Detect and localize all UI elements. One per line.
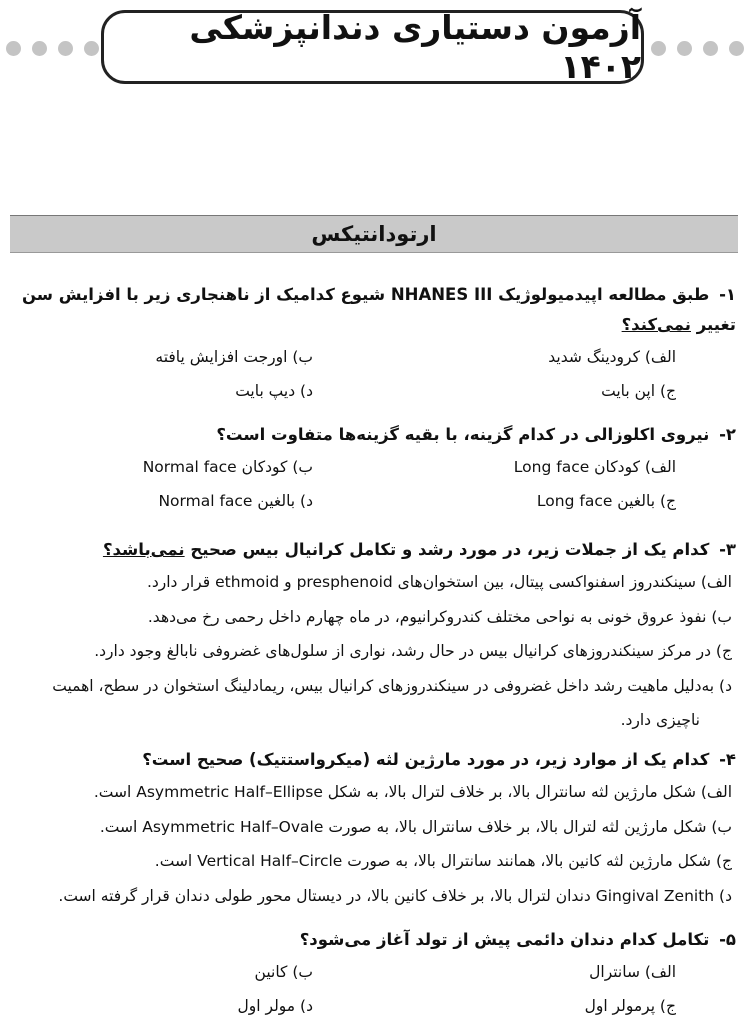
option-dal-continuation: ناچیزی دارد. — [620, 711, 700, 729]
decorative-dots-left — [6, 41, 99, 56]
option-be: ب) کودکان Normal face — [142, 458, 313, 476]
option-dal: د) بالغین Normal face — [158, 492, 313, 510]
question-stem — [10, 745, 736, 775]
dot — [651, 41, 666, 56]
question-text-underlined: نمی‌باشد؟ — [102, 540, 185, 559]
question-1 — [10, 280, 736, 408]
question-text-underlined: نمی‌کند؟ — [621, 315, 691, 334]
option-jim: ج) بالغین Long face — [536, 492, 676, 510]
question-text: طبق مطالعه اپیدمیولوژیک NHANES III شیوع کدامیک از ناهنجاری زیر با افزایش سن تغییر — [21, 285, 736, 334]
section-title: ارتودانتیکس — [311, 222, 437, 246]
decorative-dots-right — [651, 41, 744, 56]
question-stem — [10, 535, 736, 565]
option-alef: الف) سینکندروز اسفنواکسی پیتال، بین استخوان‌های presphenoid و ethmoid قرار دارد. — [146, 573, 732, 591]
option-alef: الف) کودکان Long face — [513, 458, 676, 476]
question-2 — [10, 420, 736, 518]
option-alef: الف) شکل مارژین لثه سانترال بالا، بر خلاف لترال بالا، به شکل Asymmetric Half–Ellipse است. — [93, 783, 732, 801]
section-header — [10, 215, 738, 253]
question-4 — [10, 745, 736, 913]
option-alef: الف) سانترال — [589, 963, 676, 981]
question-number: ۵- — [719, 930, 736, 949]
option-be: ب) نفوذ عروق خونی به نواحی مختلف کندروکرانیوم، در ماه چهارم داخل رحمی رخ می‌دهد. — [147, 607, 732, 626]
question-text: نیروی اکلوزالی در کدام گزینه، با بقیه گزینه‌ها متفاوت است؟ — [216, 425, 710, 444]
option-alef: الف) کرودینگ شدید — [548, 348, 676, 366]
title-box — [101, 10, 644, 84]
option-jim: ج) پرمولر اول — [584, 997, 676, 1015]
question-text: کدام یک از موارد زیر، در مورد مارژین لثه (میکرواستتیک) صحیح است؟ — [142, 750, 710, 769]
option-jim: ج) شکل مارژین لثه کانین بالا، همانند سانترال بالا، به صورت Vertical Half–Circle است. — [154, 852, 732, 870]
option-be: ب) اورجت افزایش یافته — [155, 348, 313, 366]
page-header — [0, 0, 750, 100]
option-dal: د) به‌دلیل ماهیت رشد داخل غضروفی در سینکندروزهای کرانیال بیس، ریمادلینگ استخوان در سطح، اهمیت — [52, 676, 732, 695]
options-grid — [10, 450, 736, 518]
option-be: ب) کانین — [254, 963, 313, 981]
dot — [6, 41, 21, 56]
question-text: کدام یک از جملات زیر، در مورد رشد و تکامل کرانیال بیس صحیح — [190, 540, 710, 559]
dot — [58, 41, 73, 56]
question-stem — [10, 280, 736, 340]
question-number: ۱- — [719, 285, 736, 304]
question-number: ۴- — [719, 750, 736, 769]
option-be: ب) شکل مارژین لثه لترال بالا، بر خلاف سانترال بالا، به صورت Asymmetric Half–Ovale است. — [99, 817, 732, 836]
option-dal: د) Gingival Zenith دندان لترال بالا، بر خلاف کانین بالا، در دیستال محور طولی دندان قرار گرفته است. — [58, 886, 732, 905]
question-number: ۲- — [719, 425, 736, 444]
options-grid — [10, 340, 736, 408]
option-dal: د) دیپ بایت — [235, 382, 313, 400]
question-stem — [10, 925, 736, 955]
dot — [677, 41, 692, 56]
page-title: آزمون دستیاری دندانپزشکی ۱۴۰۲ — [189, 8, 641, 86]
dot — [32, 41, 47, 56]
option-jim: ج) در مرکز سینکندروزهای کرانیال بیس در حال رشد، نواری از سلول‌های غضروفی نابالغ وجود دارد. — [94, 642, 732, 660]
dot — [703, 41, 718, 56]
dot — [84, 41, 99, 56]
options-grid — [10, 955, 736, 1023]
question-3 — [10, 535, 736, 738]
option-jim: ج) اپن بایت — [601, 382, 676, 400]
question-number: ۳- — [719, 540, 736, 559]
question-5 — [10, 925, 736, 1023]
dot — [729, 41, 744, 56]
question-text: تکامل کدام دندان دائمی پیش از تولد آغاز می‌شود؟ — [299, 930, 710, 949]
question-stem — [10, 420, 736, 450]
option-dal: د) مولر اول — [237, 997, 313, 1015]
